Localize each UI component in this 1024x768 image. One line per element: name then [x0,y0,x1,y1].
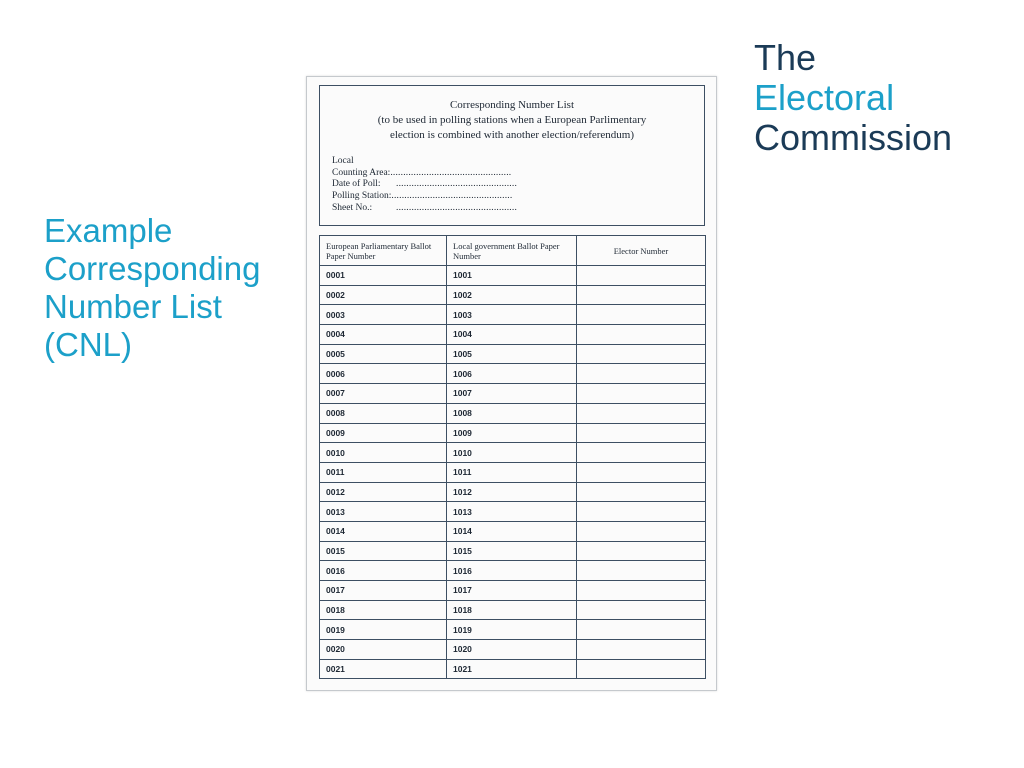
field-counting-area [332,168,517,180]
slide-title [44,212,304,364]
cell-elector-number[interactable] [577,640,706,660]
cell-elector-number[interactable] [577,423,706,443]
col-header-local-ballot: Local government Ballot Paper Number [447,236,577,266]
cell-elector-number[interactable] [577,266,706,286]
col-header-eu-ballot: European Parliamentary Ballot Paper Number [320,236,447,266]
cell-local-ballot-number: 1004 [447,325,577,345]
cell-eu-ballot-number: 0011 [320,462,447,482]
cell-elector-number[interactable] [577,659,706,679]
slide-title-line: Corresponding [44,250,261,287]
cell-eu-ballot-number: 0004 [320,325,447,345]
cell-eu-ballot-number: 0003 [320,305,447,325]
cell-local-ballot-number: 1017 [447,581,577,601]
slide-title-line: Example [44,212,173,249]
cell-local-ballot-number: 1019 [447,620,577,640]
cell-local-ballot-number: 1013 [447,502,577,522]
cell-eu-ballot-number: 0007 [320,384,447,404]
cell-eu-ballot-number: 0019 [320,620,447,640]
cell-local-ballot-number: 1015 [447,541,577,561]
cell-eu-ballot-number: 0009 [320,423,447,443]
field-date-of-poll-dots: ............................................... [396,179,518,190]
cell-elector-number[interactable] [577,600,706,620]
cell-local-ballot-number: 1008 [447,403,577,423]
table-row [320,482,706,502]
cell-local-ballot-number: 1016 [447,561,577,581]
document-title-line: Corresponding Number List [449,99,575,111]
cell-eu-ballot-number: 0016 [320,561,447,581]
logo-line-the: The [754,37,817,78]
cell-eu-ballot-number: 0013 [320,502,447,522]
cell-elector-number[interactable] [577,620,706,640]
cell-eu-ballot-number: 0012 [320,482,447,502]
cell-local-ballot-number: 1010 [447,443,577,463]
cell-local-ballot-number: 1002 [447,285,577,305]
cell-elector-number[interactable] [577,581,706,601]
table-row [320,423,706,443]
cnl-document [306,76,717,691]
cell-local-ballot-number: 1003 [447,305,577,325]
cell-elector-number[interactable] [577,364,706,384]
field-polling-station-dots: ............................................... [391,191,513,202]
cell-local-ballot-number: 1005 [447,344,577,364]
cell-local-ballot-number: 1021 [447,659,577,679]
table-row [320,364,706,384]
cell-eu-ballot-number: 0017 [320,581,447,601]
cell-eu-ballot-number: 0010 [320,443,447,463]
col-header-elector-number: Elector Number [577,236,706,266]
cell-eu-ballot-number: 0008 [320,403,447,423]
table-row [320,600,706,620]
table-row [320,285,706,305]
document-title [320,98,704,143]
cell-eu-ballot-number: 0014 [320,521,447,541]
field-date-of-poll [332,179,517,191]
cell-local-ballot-number: 1012 [447,482,577,502]
cell-eu-ballot-number: 0001 [320,266,447,286]
table-row [320,620,706,640]
field-sheet-no-dots: ............................................... [396,202,518,213]
table-row [320,659,706,679]
cell-elector-number[interactable] [577,521,706,541]
table-row [320,443,706,463]
cell-local-ballot-number: 1011 [447,462,577,482]
cell-local-ballot-number: 1007 [447,384,577,404]
cell-eu-ballot-number: 0002 [320,285,447,305]
field-date-of-poll-label: Date of Poll: [332,179,381,190]
cell-eu-ballot-number: 0021 [320,659,447,679]
cnl-table [319,235,706,679]
document-title-line: (to be used in polling stations when a European Parlimentary [377,114,647,126]
field-polling-station [332,191,517,203]
cell-elector-number[interactable] [577,344,706,364]
electoral-commission-logo [754,38,952,158]
table-row [320,521,706,541]
table-row [320,541,706,561]
cell-eu-ballot-number: 0020 [320,640,447,660]
cell-elector-number[interactable] [577,462,706,482]
cell-elector-number[interactable] [577,541,706,561]
table-row [320,325,706,345]
cell-elector-number[interactable] [577,403,706,423]
document-fields [332,156,517,215]
field-sheet-no-label: Sheet No.: [332,202,373,213]
table-row [320,640,706,660]
cell-elector-number[interactable] [577,285,706,305]
table-header-row [320,236,706,266]
cell-eu-ballot-number: 0005 [320,344,447,364]
table-body [320,266,706,679]
cell-elector-number[interactable] [577,561,706,581]
table-row [320,462,706,482]
logo-line-commission: Commission [754,117,953,158]
slide-title-line: (CNL) [44,326,132,363]
document-title-line: election is combined with another election/referendum) [389,129,635,141]
cell-elector-number[interactable] [577,384,706,404]
cell-elector-number[interactable] [577,325,706,345]
table-row [320,384,706,404]
table-row [320,581,706,601]
cell-local-ballot-number: 1006 [447,364,577,384]
cell-local-ballot-number: 1001 [447,266,577,286]
slide-title-line: Number List [44,288,222,325]
cell-elector-number[interactable] [577,482,706,502]
field-local [332,156,517,168]
field-local-label: Local [332,156,354,166]
field-polling-station-label: Polling Station: [332,191,392,202]
cell-local-ballot-number: 1009 [447,423,577,443]
logo-line-electoral: Electoral [754,77,895,118]
table-row [320,305,706,325]
table-row [320,344,706,364]
cell-elector-number[interactable] [577,443,706,463]
cell-elector-number[interactable] [577,502,706,522]
cell-local-ballot-number: 1018 [447,600,577,620]
table-row [320,502,706,522]
table-row [320,403,706,423]
cell-local-ballot-number: 1020 [447,640,577,660]
table-row [320,266,706,286]
cell-eu-ballot-number: 0006 [320,364,447,384]
field-counting-area-dots: ............................................... [390,167,512,178]
cell-eu-ballot-number: 0018 [320,600,447,620]
cell-elector-number[interactable] [577,305,706,325]
field-sheet-no [332,203,517,215]
field-counting-area-label: Counting Area: [332,167,391,178]
table-row [320,561,706,581]
cell-eu-ballot-number: 0015 [320,541,447,561]
cell-local-ballot-number: 1014 [447,521,577,541]
document-header-box [319,85,705,226]
